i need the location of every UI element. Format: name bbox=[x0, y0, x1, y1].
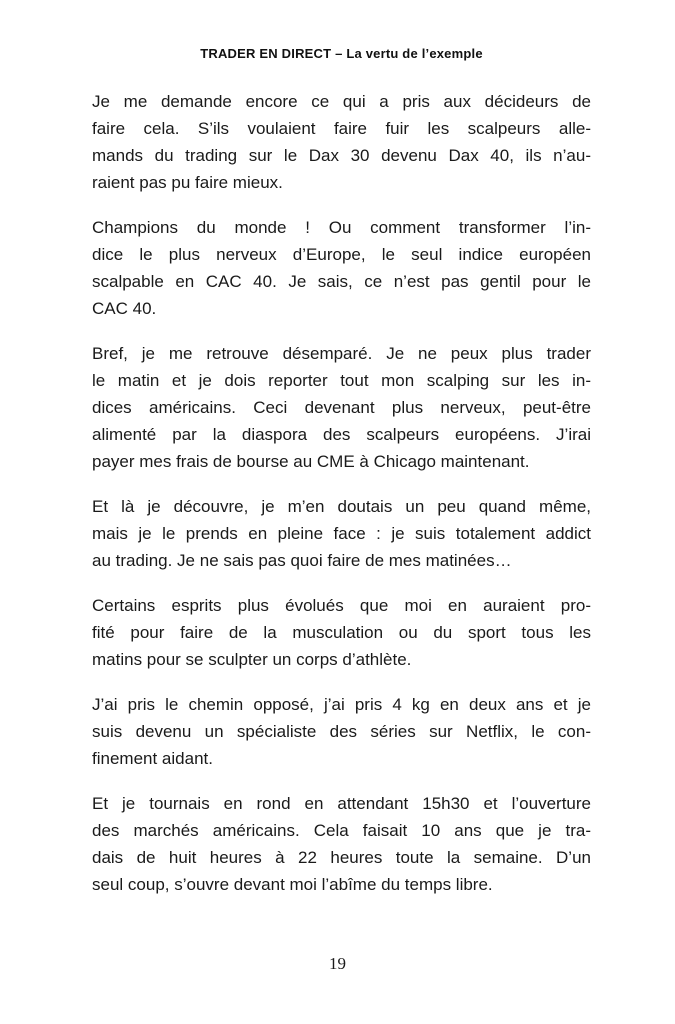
text-line: seul coup, s’ouvre devant moi l’abîme du temps libre. bbox=[92, 875, 493, 894]
text-line: alimenté par la diaspora des scalpeurs européens. J’irai bbox=[92, 425, 591, 444]
text-line: Et je tournais en rond en attendant 15h30 et l’ouverture bbox=[92, 794, 591, 813]
text-line: au trading. Je ne sais pas quoi faire de mes matinées… bbox=[92, 551, 512, 570]
text-line: payer mes frais de bourse au CME à Chicago maintenant. bbox=[92, 452, 530, 471]
text-line: Bref, je me retrouve désemparé. Je ne peux plus trader bbox=[92, 344, 591, 363]
text-line: faire cela. S’ils voulaient faire fuir les scalpeurs alle- bbox=[92, 119, 591, 138]
text-line: des marchés américains. Cela faisait 10 ans que je tra- bbox=[92, 821, 591, 840]
text-line: Certains esprits plus évolués que moi en auraient pro- bbox=[92, 596, 591, 615]
text-line: matins pour se sculpter un corps d’athlète. bbox=[92, 650, 412, 669]
paragraph bbox=[92, 88, 591, 196]
text-line: dice le plus nerveux d’Europe, le seul indice européen bbox=[92, 245, 591, 264]
text-line: raient pas pu faire mieux. bbox=[92, 173, 283, 192]
paragraph bbox=[92, 214, 591, 322]
text-line: CAC 40. bbox=[92, 299, 157, 318]
text-line: scalpable en CAC 40. Je sais, ce n’est pas gentil pour le bbox=[92, 272, 591, 291]
paragraph bbox=[92, 691, 591, 772]
paragraph bbox=[92, 340, 591, 475]
page-body bbox=[92, 88, 591, 898]
running-header: TRADER EN DIRECT – La vertu de l’exemple bbox=[200, 46, 483, 61]
text-line: Et là je découvre, je m’en doutais un peu quand même, bbox=[92, 497, 591, 516]
text-line: J’ai pris le chemin opposé, j’ai pris 4 kg en deux ans et je bbox=[92, 695, 591, 714]
text-line: Je me demande encore ce qui a pris aux décideurs de bbox=[92, 92, 591, 111]
paragraph bbox=[92, 790, 591, 898]
text-line: suis devenu un spécialiste des séries sur Netflix, le con- bbox=[92, 722, 591, 741]
text-line: le matin et je dois reporter tout mon scalping sur les in- bbox=[92, 371, 591, 390]
text-line: mands du trading sur le Dax 30 devenu Dax 40, ils n’au- bbox=[92, 146, 591, 165]
text-line: fité pour faire de la musculation ou du sport tous les bbox=[92, 623, 591, 642]
text-line: finement aidant. bbox=[92, 749, 213, 768]
page-number: 19 bbox=[329, 954, 346, 973]
text-line: Champions du monde ! Ou comment transformer l’in- bbox=[92, 218, 591, 237]
text-line: dais de huit heures à 22 heures toute la semaine. D’un bbox=[92, 848, 591, 867]
text-line: mais je le prends en pleine face : je suis totalement addict bbox=[92, 524, 591, 543]
paragraph bbox=[92, 493, 591, 574]
text-line: dices américains. Ceci devenant plus nerveux, peut-être bbox=[92, 398, 591, 417]
paragraph bbox=[92, 592, 591, 673]
